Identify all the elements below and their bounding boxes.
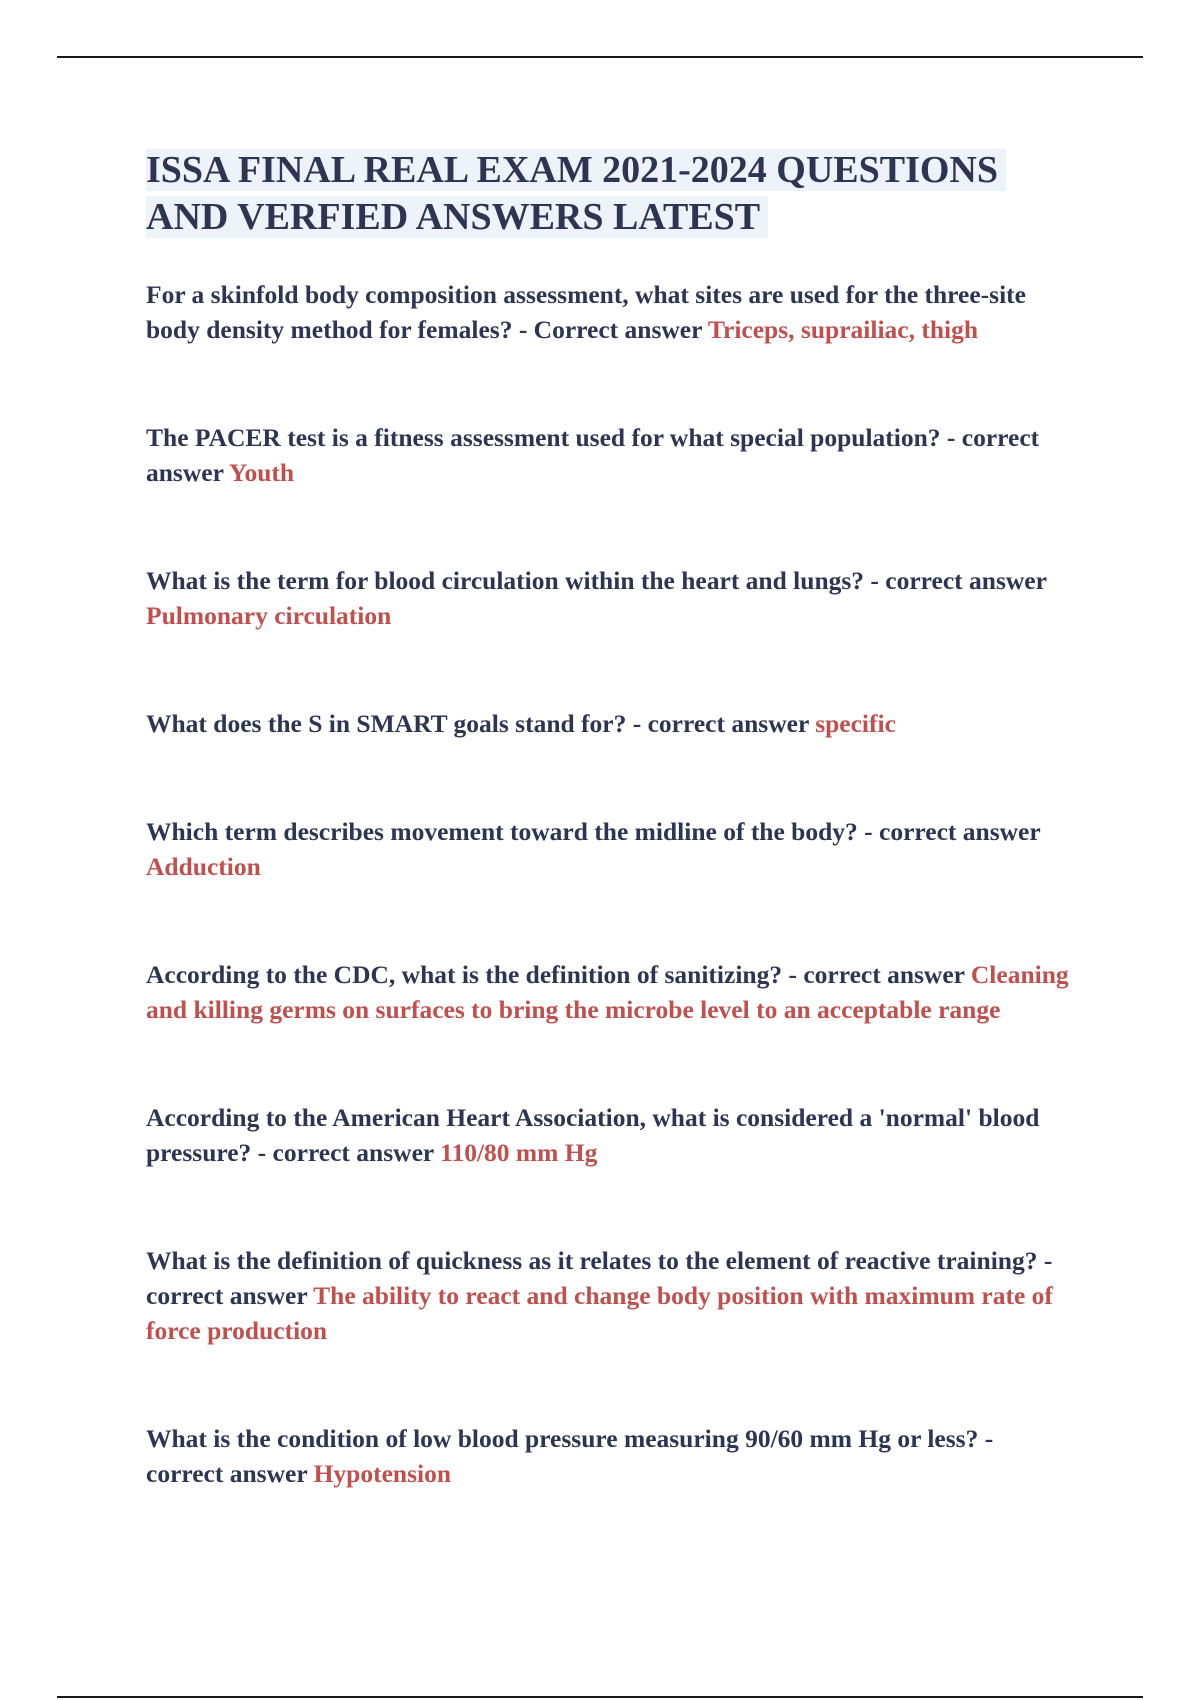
question-text: According to the CDC, what is the definition of sanitizing? - correct answer	[146, 960, 965, 989]
question-text: Which term describes movement toward the midline of the body? - correct answer	[146, 817, 1041, 846]
qa-item-4	[146, 706, 1076, 741]
document-body	[146, 147, 1076, 1491]
answer-text: specific	[815, 709, 896, 738]
qa-item-2	[146, 420, 1076, 490]
answer-text: Pulmonary circulation	[146, 601, 392, 630]
question-text: What does the S in SMART goals stand for? - correct answer	[146, 709, 809, 738]
qa-item-9	[146, 1421, 1076, 1491]
top-rule	[57, 56, 1143, 58]
qa-item-6	[146, 957, 1076, 1027]
answer-text: 110/80 mm Hg	[440, 1138, 598, 1167]
answer-text: Cleaning and killing germs on surfaces to bring the microbe level to an acceptable range	[146, 960, 1069, 1024]
answer-text: The ability to react and change body position with maximum rate of force production	[146, 1281, 1053, 1345]
question-text: The PACER test is a fitness assessment used for what special population? - correct answer	[146, 423, 1040, 487]
question-text: What is the definition of quickness as it relates to the element of reactive training? - correct answer	[146, 1246, 1053, 1310]
question-text: According to the American Heart Association, what is considered a 'normal' blood pressure? - correct answer	[146, 1103, 1040, 1167]
qa-item-3	[146, 563, 1076, 633]
question-text: For a skinfold body composition assessment, what sites are used for the three-site body density method for females? - Correct answer	[146, 280, 1026, 344]
answer-text: Adduction	[146, 852, 261, 881]
document-title	[146, 147, 1076, 241]
bottom-rule	[57, 1696, 1143, 1698]
question-text: What is the condition of low blood pressure measuring 90/60 mm Hg or less? - correct answer	[146, 1424, 994, 1488]
qa-item-8	[146, 1243, 1076, 1348]
qa-item-7	[146, 1100, 1076, 1170]
answer-text: Triceps, suprailiac, thigh	[707, 315, 979, 344]
answer-text: Hypotension	[313, 1459, 452, 1488]
qa-item-1	[146, 277, 1076, 347]
qa-item-5	[146, 814, 1076, 884]
document-title-text: ISSA FINAL REAL EXAM 2021-2024 QUESTIONS AND VERFIED ANSWERS LATEST	[146, 149, 1006, 238]
answer-text: Youth	[228, 458, 295, 487]
question-text: What is the term for blood circulation within the heart and lungs? - correct answer	[146, 566, 1047, 595]
